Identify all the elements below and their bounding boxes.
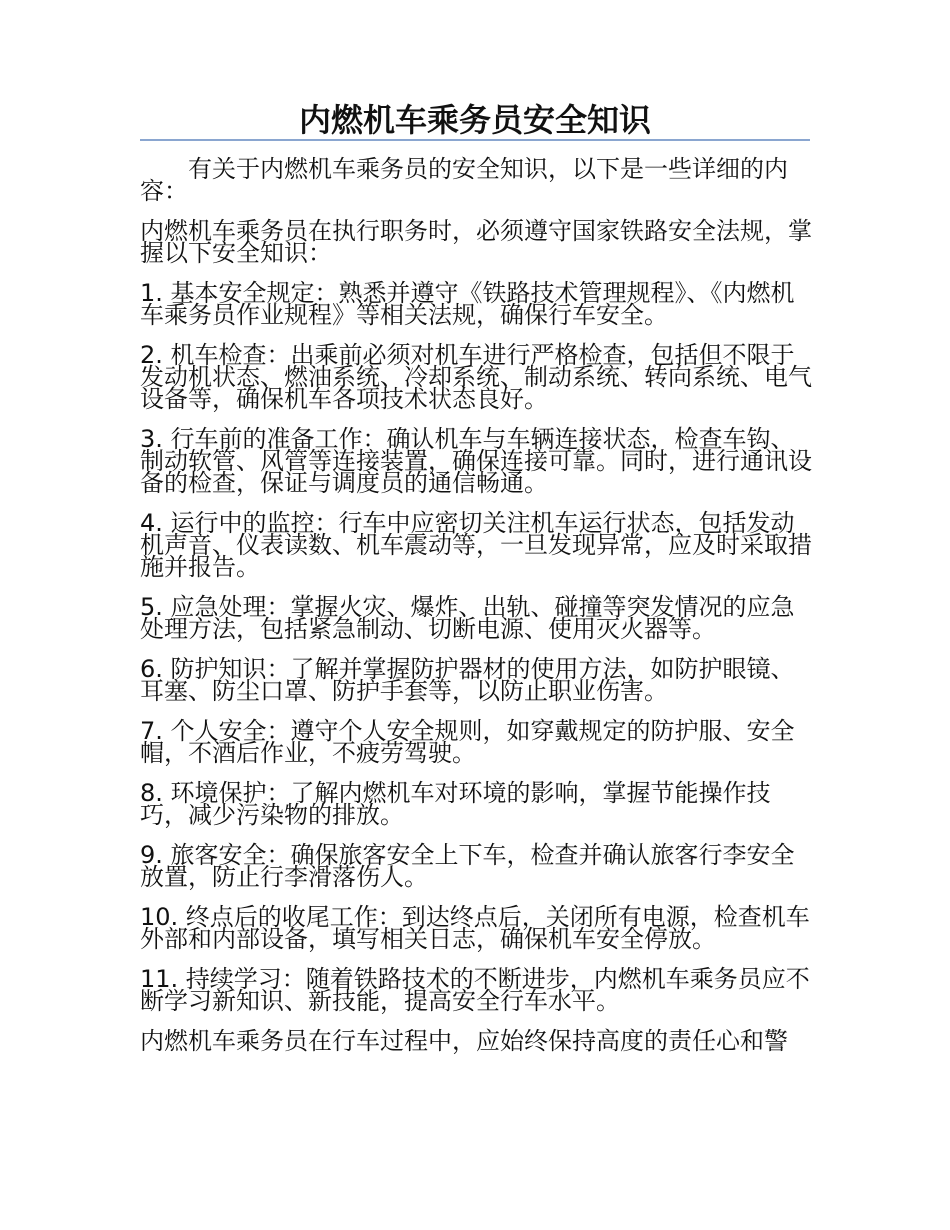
- list-item: 11. 持续学习：随着铁路技术的不断进步，内燃机车乘务员应不断学习新知识、新技能，提高安全行车水平。: [140, 965, 810, 1015]
- list-item: 7. 个人安全：遵守个人安全规则，如穿戴规定的防护服、安全帽，不酒后作业，不疲劳驾驶。: [140, 717, 795, 767]
- list-item: 2. 机车检查：出乘前必须对机车进行严格检查，包括但不限于发动机状态、燃油系统、冷却系统、制动系统、转向系统、电气设备等，确保机车各项技术状态良好。: [140, 341, 812, 413]
- list-item: 3. 行车前的准备工作：确认机车与车辆连接状态，检查车钩、制动软管、风管等连接装置，确保连接可靠。同时，进行通讯设备的检查，保证与调度员的通信畅通。: [140, 425, 812, 497]
- list-item: 9. 旅客安全：确保旅客安全上下车，检查并确认旅客行李安全放置，防止行李滑落伤人。: [140, 841, 795, 891]
- title-underline: [140, 139, 810, 141]
- closing-paragraph: 内燃机车乘务员在行车过程中，应始终保持高度的责任心和警: [140, 1027, 788, 1055]
- list-item: 8. 环境保护：了解内燃机车对环境的影响，掌握节能操作技巧，减少污染物的排放。: [140, 779, 771, 829]
- list-item: 6. 防护知识：了解并掌握防护器材的使用方法，如防护眼镜、耳塞、防尘口罩、防护手套等，以防止职业伤害。: [140, 655, 795, 705]
- list-item: 1. 基本安全规定：熟悉并遵守《铁路技术管理规程》、《内燃机车乘务员作业规程》等相关法规，确保行车安全。: [140, 279, 795, 329]
- lead-paragraph: 内燃机车乘务员在执行职务时，必须遵守国家铁路安全法规，掌握以下安全知识：: [140, 217, 812, 267]
- document-body: [140, 155, 812, 1055]
- document-title: 内燃机车乘务员安全知识: [298, 101, 651, 139]
- list-item: 5. 应急处理：掌握火灾、爆炸、出轨、碰撞等突发情况的应急处理方法，包括紧急制动、切断电源、使用灭火器等。: [140, 593, 795, 643]
- list-item: 4. 运行中的监控：行车中应密切关注机车运行状态，包括发动机声音、仪表读数、机车震动等，一旦发现异常，应及时采取措施并报告。: [140, 509, 812, 581]
- list-item: 10. 终点后的收尾工作：到达终点后，关闭所有电源，检查机车外部和内部设备，填写相关日志，确保机车安全停放。: [140, 903, 810, 953]
- intro-paragraph: 有关于内燃机车乘务员的安全知识，以下是一些详细的内容：: [140, 155, 788, 205]
